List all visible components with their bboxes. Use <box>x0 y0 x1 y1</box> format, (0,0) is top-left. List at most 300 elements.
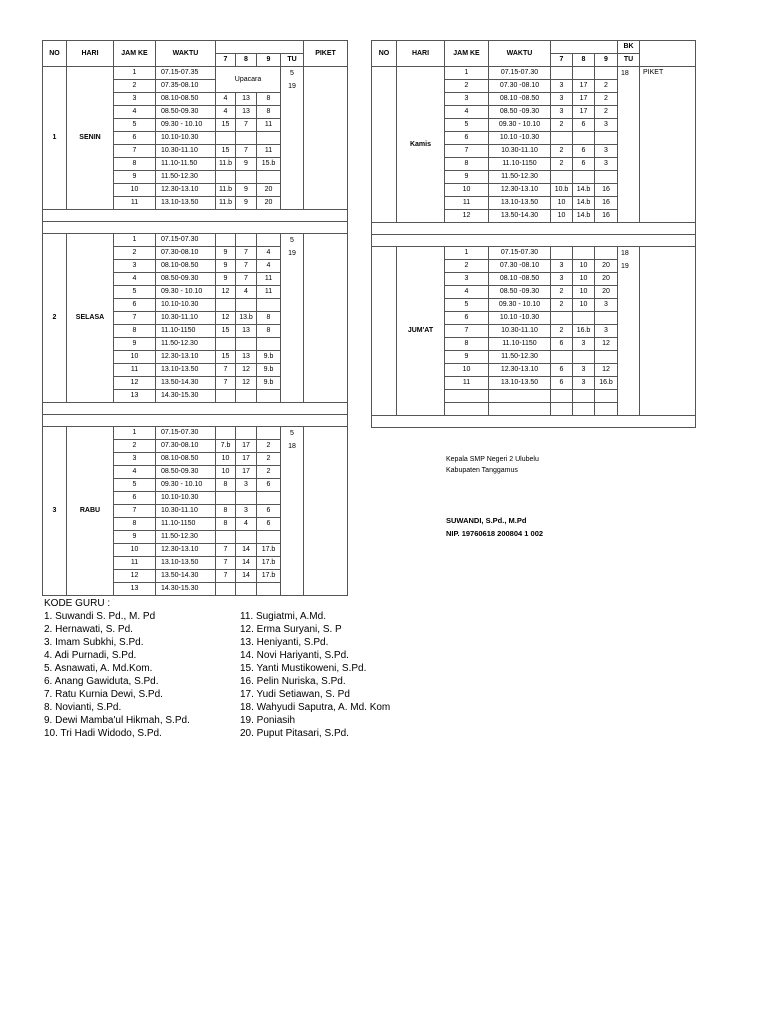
class-8-code: 13 <box>236 93 257 106</box>
teacher-codes-title: KODE GURU : <box>44 598 111 609</box>
class-7-code: 7 <box>216 570 236 583</box>
class-7-code: 2 <box>551 325 573 338</box>
class-7-code: 11.b <box>216 184 236 197</box>
time-slot: 13.50-14.30 <box>156 570 216 583</box>
class-9-code: 2 <box>257 453 281 466</box>
header-cell <box>551 41 618 54</box>
class-7-code: 12 <box>216 286 236 299</box>
tu-codes <box>281 234 304 403</box>
period-number: 8 <box>445 338 489 351</box>
time-slot: 11.50-12.30 <box>156 338 216 351</box>
class-8-code <box>236 338 257 351</box>
class-9-code: 17.b <box>257 570 281 583</box>
period-number: 7 <box>114 145 156 158</box>
header-no: NO <box>43 41 67 67</box>
separator-cell <box>43 222 348 234</box>
period-number: 2 <box>445 260 489 273</box>
teacher-code-item: 20. Puput Pitasari, S.Pd. <box>240 728 349 739</box>
time-slot: 10.10-10.30 <box>156 492 216 505</box>
class-9-code <box>257 338 281 351</box>
class-7-code <box>216 427 236 440</box>
class-9-code: 3 <box>595 119 618 132</box>
class-8-code: 17 <box>573 93 595 106</box>
class-9-code <box>257 583 281 596</box>
class-7-code <box>551 351 573 364</box>
period-number: 5 <box>445 299 489 312</box>
class-9-code: 20 <box>595 260 618 273</box>
period-number: 7 <box>445 145 489 158</box>
class-7-code: 6 <box>551 338 573 351</box>
class-7-code: 12 <box>216 312 236 325</box>
class-7-code <box>551 247 573 260</box>
empty-cell <box>595 403 618 416</box>
piket-cell <box>304 67 348 210</box>
class-7-code: 6 <box>551 377 573 390</box>
teacher-code-item: 5. Asnawati, A. Md.Kom. <box>44 663 153 674</box>
class-7-code: 8 <box>216 505 236 518</box>
class-7-code: 9 <box>216 273 236 286</box>
class-9-code <box>595 351 618 364</box>
class-8-code: 14.b <box>573 197 595 210</box>
day-number: 2 <box>43 234 67 403</box>
period-number: 6 <box>445 132 489 145</box>
class-7-code: 2 <box>551 119 573 132</box>
time-slot: 09.30 - 10.10 <box>489 299 551 312</box>
period-number: 12 <box>445 210 489 223</box>
class-8-code: 9 <box>236 197 257 210</box>
class-7-code: 3 <box>551 260 573 273</box>
period-number: 6 <box>114 492 156 505</box>
class-8-code: 10 <box>573 260 595 273</box>
tu-code: 18 <box>288 443 296 450</box>
class-9-code: 8 <box>257 93 281 106</box>
class-7-code <box>216 299 236 312</box>
class-7-code: 15 <box>216 325 236 338</box>
class-8-code <box>236 171 257 184</box>
teacher-code-item: 3. Imam Subkhi, S.Pd. <box>44 637 144 648</box>
class-7-code: 3 <box>551 93 573 106</box>
class-9-code <box>595 67 618 80</box>
class-8-code <box>573 247 595 260</box>
class-8-code <box>236 299 257 312</box>
time-slot: 11.10-1150 <box>489 158 551 171</box>
teacher-code-item: 19. Poniasih <box>240 715 296 726</box>
empty-cell <box>573 403 595 416</box>
time-slot: 12.30-13.10 <box>489 364 551 377</box>
class-7-code <box>551 171 573 184</box>
class-7-code: 10 <box>216 466 236 479</box>
separator-cell <box>43 210 348 222</box>
class-8-code <box>573 351 595 364</box>
period-number: 11 <box>114 557 156 570</box>
time-slot: 07.15-07.30 <box>489 247 551 260</box>
class-7-code: 15 <box>216 145 236 158</box>
class-7-code: 4 <box>216 106 236 119</box>
header-waktu: WAKTU <box>489 41 551 67</box>
class-8-code: 14.b <box>573 184 595 197</box>
period-number: 11 <box>445 197 489 210</box>
class-7-code: 3 <box>551 273 573 286</box>
class-9-code: 8 <box>257 312 281 325</box>
time-slot: 07.15-07.30 <box>156 427 216 440</box>
class-8-code: 7 <box>236 260 257 273</box>
day-number <box>372 67 397 223</box>
class-8-code: 7 <box>236 247 257 260</box>
schedule-table-right <box>371 40 696 428</box>
teacher-code-item: 14. Novi Hariyanti, S.Pd. <box>240 650 349 661</box>
class-7-code <box>216 583 236 596</box>
time-slot: 14.30-15.30 <box>156 583 216 596</box>
time-slot: 09.30 - 10.10 <box>489 119 551 132</box>
class-9-code: 6 <box>257 518 281 531</box>
class-9-code: 6 <box>257 479 281 492</box>
header-cell <box>640 41 696 67</box>
class-9-code: 9.b <box>257 377 281 390</box>
class-7-code: 7 <box>216 377 236 390</box>
class-9-code: 16 <box>595 197 618 210</box>
class-7-code <box>216 171 236 184</box>
period-number: 4 <box>114 466 156 479</box>
period-number: 4 <box>445 286 489 299</box>
teacher-code-item: 13. Heniyanti, S.Pd. <box>240 637 329 648</box>
header-tu: TU <box>618 54 640 67</box>
teacher-code-item: 1. Suwandi S. Pd., M. Pd <box>44 611 156 622</box>
teacher-code-item: 12. Erma Suryani, S. P <box>240 624 342 635</box>
time-slot: 08.50-09.30 <box>156 466 216 479</box>
period-number: 9 <box>114 171 156 184</box>
class-7-code: 7 <box>216 364 236 377</box>
time-slot: 08.50-09.30 <box>156 106 216 119</box>
period-number: 12 <box>114 570 156 583</box>
period-number: 1 <box>114 427 156 440</box>
upacara-label: Upacara <box>216 67 281 93</box>
tu-code: 19 <box>621 263 629 270</box>
class-8-code: 17 <box>236 453 257 466</box>
table-row <box>43 234 348 247</box>
class-8-code <box>573 171 595 184</box>
signature-nip: NIP. 19760618 200804 1 002 <box>446 529 544 538</box>
class-9-code: 3 <box>595 158 618 171</box>
header-class-8: 8 <box>236 54 257 67</box>
time-slot: 11.50-12.30 <box>489 171 551 184</box>
class-7-code: 11.b <box>216 197 236 210</box>
class-7-code <box>551 312 573 325</box>
period-number: 3 <box>114 453 156 466</box>
header-class-7: 7 <box>551 54 573 67</box>
time-slot: 09.30 - 10.10 <box>156 119 216 132</box>
class-7-code <box>216 132 236 145</box>
class-8-code <box>573 67 595 80</box>
period-number: 12 <box>114 377 156 390</box>
header-class-7: 7 <box>216 54 236 67</box>
class-9-code: 17.b <box>257 557 281 570</box>
class-7-code: 10 <box>551 197 573 210</box>
class-9-code: 8 <box>257 325 281 338</box>
class-9-code: 3 <box>595 145 618 158</box>
class-7-code: 10 <box>551 210 573 223</box>
header-piket: PIKET <box>304 41 348 67</box>
header-cell <box>216 41 304 54</box>
period-number: 5 <box>445 119 489 132</box>
class-9-code <box>257 492 281 505</box>
class-8-code <box>236 492 257 505</box>
class-8-code: 3 <box>573 377 595 390</box>
piket-cell <box>304 427 348 596</box>
time-slot: 12.30-13.10 <box>156 544 216 557</box>
class-7-code <box>216 531 236 544</box>
class-9-code: 9.b <box>257 364 281 377</box>
teacher-code-item: 7. Ratu Kurnia Dewi, S.Pd. <box>44 689 163 700</box>
time-slot: 11.50-12.30 <box>156 171 216 184</box>
class-8-code: 14 <box>236 570 257 583</box>
class-9-code: 11 <box>257 145 281 158</box>
class-9-code <box>595 247 618 260</box>
period-number: 1 <box>114 67 156 80</box>
time-slot: 10.10-10.30 <box>156 132 216 145</box>
class-9-code <box>257 234 281 247</box>
time-slot: 08.50-09.30 <box>156 273 216 286</box>
class-9-code: 20 <box>595 273 618 286</box>
class-8-code: 9 <box>236 184 257 197</box>
time-slot: 11.10-1150 <box>489 338 551 351</box>
period-number: 11 <box>114 364 156 377</box>
empty-cell <box>489 403 551 416</box>
class-9-code: 4 <box>257 260 281 273</box>
table-row <box>372 247 696 260</box>
period-number: 3 <box>445 273 489 286</box>
empty-cell <box>573 390 595 403</box>
time-slot: 11.50-12.30 <box>156 531 216 544</box>
time-slot: 07.15-07.35 <box>156 67 216 80</box>
class-8-code <box>236 390 257 403</box>
header-no: NO <box>372 41 397 67</box>
period-number: 9 <box>445 351 489 364</box>
period-number: 5 <box>114 479 156 492</box>
teacher-code-item: 9. Dewi Mamba'ul Hikmah, S.Pd. <box>44 715 190 726</box>
class-7-code: 3 <box>551 106 573 119</box>
class-8-code: 16.b <box>573 325 595 338</box>
teacher-code-item: 18. Wahyudi Saputra, A. Md. Kom <box>240 702 391 713</box>
teacher-code-item: 17. Yudi Setiawan, S. Pd <box>240 689 350 700</box>
class-9-code <box>595 171 618 184</box>
class-8-code <box>236 234 257 247</box>
header-waktu: WAKTU <box>156 41 216 67</box>
class-7-code: 6 <box>551 364 573 377</box>
period-number: 7 <box>445 325 489 338</box>
class-8-code: 13 <box>236 325 257 338</box>
time-slot: 07.30 -08.10 <box>489 260 551 273</box>
schedule-table-left <box>42 40 348 596</box>
time-slot: 10.30-11.10 <box>489 145 551 158</box>
day-name: SELASA <box>67 234 114 403</box>
time-slot: 08.50 -09.30 <box>489 106 551 119</box>
period-number: 10 <box>114 351 156 364</box>
class-7-code: 10.b <box>551 184 573 197</box>
class-7-code: 2 <box>551 158 573 171</box>
period-number: 4 <box>445 106 489 119</box>
class-9-code: 16 <box>595 184 618 197</box>
tu-code: 19 <box>288 250 296 257</box>
class-7-code: 9 <box>216 260 236 273</box>
time-slot: 08.10 -08.50 <box>489 93 551 106</box>
class-8-code: 14 <box>236 544 257 557</box>
class-9-code: 6 <box>257 505 281 518</box>
time-slot: 10.30-11.10 <box>156 145 216 158</box>
class-7-code: 15 <box>216 351 236 364</box>
period-number: 7 <box>114 505 156 518</box>
class-8-code: 3 <box>236 479 257 492</box>
class-7-code: 11.b <box>216 158 236 171</box>
class-9-code: 20 <box>257 184 281 197</box>
teacher-code-item: 10. Tri Hadi Widodo, S.Pd. <box>44 728 162 739</box>
time-slot: 13.10-13.50 <box>156 557 216 570</box>
time-slot: 10.10 -10.30 <box>489 312 551 325</box>
class-8-code: 13 <box>236 351 257 364</box>
time-slot: 11.10-1150 <box>156 325 216 338</box>
time-slot: 07.35-08.10 <box>156 80 216 93</box>
class-8-code: 6 <box>573 158 595 171</box>
header-hari: HARI <box>397 41 445 67</box>
period-number: 8 <box>445 158 489 171</box>
period-number: 5 <box>114 286 156 299</box>
period-number: 8 <box>114 325 156 338</box>
header-class-9: 9 <box>595 54 618 67</box>
separator-cell <box>372 416 696 428</box>
class-7-code: 2 <box>551 145 573 158</box>
class-9-code: 2 <box>257 440 281 453</box>
class-7-code: 4 <box>216 93 236 106</box>
class-7-code: 2 <box>551 299 573 312</box>
teacher-code-item: 15. Yanti Mustikoweni, S.Pd. <box>240 663 367 674</box>
day-number <box>372 247 397 416</box>
time-slot: 13.10-13.50 <box>489 377 551 390</box>
class-8-code: 12 <box>236 377 257 390</box>
class-8-code <box>236 132 257 145</box>
time-slot: 11.50-12.30 <box>489 351 551 364</box>
class-8-code: 4 <box>236 286 257 299</box>
class-7-code: 7.b <box>216 440 236 453</box>
class-9-code: 3 <box>595 325 618 338</box>
header-hari: HARI <box>67 41 114 67</box>
class-9-code <box>257 132 281 145</box>
tu-codes <box>618 67 640 223</box>
class-9-code: 2 <box>595 80 618 93</box>
period-number: 10 <box>445 364 489 377</box>
class-7-code: 7 <box>216 557 236 570</box>
time-slot: 07.15-07.30 <box>489 67 551 80</box>
class-8-code <box>236 531 257 544</box>
class-8-code: 10 <box>573 286 595 299</box>
separator-cell <box>43 415 348 427</box>
class-8-code: 3 <box>573 338 595 351</box>
class-7-code: 10 <box>216 453 236 466</box>
time-slot: 07.30-08.10 <box>156 440 216 453</box>
time-slot: 10.10-10.30 <box>156 299 216 312</box>
time-slot: 07.30-08.10 <box>156 247 216 260</box>
time-slot: 08.50 -09.30 <box>489 286 551 299</box>
period-number: 11 <box>445 377 489 390</box>
period-number: 3 <box>445 93 489 106</box>
period-number: 10 <box>114 544 156 557</box>
teacher-codes-column-1 <box>44 610 190 740</box>
class-7-code <box>216 234 236 247</box>
period-number: 2 <box>445 80 489 93</box>
class-7-code <box>216 390 236 403</box>
time-slot: 14.30-15.30 <box>156 390 216 403</box>
class-8-code <box>236 427 257 440</box>
signature-title: Kepala SMP Negeri 2 Ulubelu <box>446 456 539 463</box>
piket-label: PIKET <box>640 67 696 223</box>
class-8-code: 4 <box>236 518 257 531</box>
day-name: Kamis <box>397 67 445 223</box>
class-8-code: 10 <box>573 273 595 286</box>
time-slot: 09.30 - 10.10 <box>156 286 216 299</box>
day-number: 3 <box>43 427 67 596</box>
time-slot: 08.10-08.50 <box>156 453 216 466</box>
class-8-code: 3 <box>236 505 257 518</box>
teacher-code-item: 8. Novianti, S.Pd. <box>44 702 122 713</box>
class-9-code: 8 <box>257 106 281 119</box>
tu-code: 19 <box>288 83 296 90</box>
class-7-code: 8 <box>216 479 236 492</box>
time-slot: 10.30-11.10 <box>156 505 216 518</box>
class-7-code: 15 <box>216 119 236 132</box>
class-9-code <box>257 299 281 312</box>
time-slot: 10.30-11.10 <box>156 312 216 325</box>
class-8-code: 6 <box>573 119 595 132</box>
teacher-code-item: 2. Hernawati, S. Pd. <box>44 624 133 635</box>
teacher-code-item: 6. Anang Gawiduta, S.Pd. <box>44 676 159 687</box>
day-number: 1 <box>43 67 67 210</box>
class-9-code: 12 <box>595 364 618 377</box>
period-number: 2 <box>114 247 156 260</box>
class-9-code: 2 <box>595 106 618 119</box>
header-class-8: 8 <box>573 54 595 67</box>
time-slot: 10.10 -10.30 <box>489 132 551 145</box>
time-slot: 12.30-13.10 <box>156 184 216 197</box>
piket-cell <box>304 234 348 403</box>
class-8-code: 10 <box>573 299 595 312</box>
class-9-code <box>257 171 281 184</box>
tu-code: 5 <box>290 430 294 437</box>
time-slot: 13.50-14.30 <box>489 210 551 223</box>
empty-cell <box>445 390 489 403</box>
period-number: 10 <box>445 184 489 197</box>
class-9-code: 15.b <box>257 158 281 171</box>
period-number: 2 <box>114 440 156 453</box>
class-8-code: 17 <box>573 106 595 119</box>
separator-cell <box>43 403 348 415</box>
class-9-code <box>257 427 281 440</box>
time-slot: 11.10-11.50 <box>156 158 216 171</box>
class-8-code: 6 <box>573 145 595 158</box>
class-9-code: 11 <box>257 286 281 299</box>
separator-cell <box>372 223 696 235</box>
day-name: JUM'AT <box>397 247 445 416</box>
tu-codes <box>281 67 304 210</box>
header-class-9: 9 <box>257 54 281 67</box>
empty-cell <box>489 390 551 403</box>
class-7-code <box>551 67 573 80</box>
time-slot: 07.15-07.30 <box>156 234 216 247</box>
period-number: 7 <box>114 312 156 325</box>
table-row <box>43 67 348 80</box>
teacher-code-item: 4. Adi Purnadi, S.Pd. <box>44 650 137 661</box>
class-9-code: 12 <box>595 338 618 351</box>
class-8-code: 7 <box>236 145 257 158</box>
header-jam-ke: JAM KE <box>114 41 156 67</box>
class-7-code: 7 <box>216 544 236 557</box>
